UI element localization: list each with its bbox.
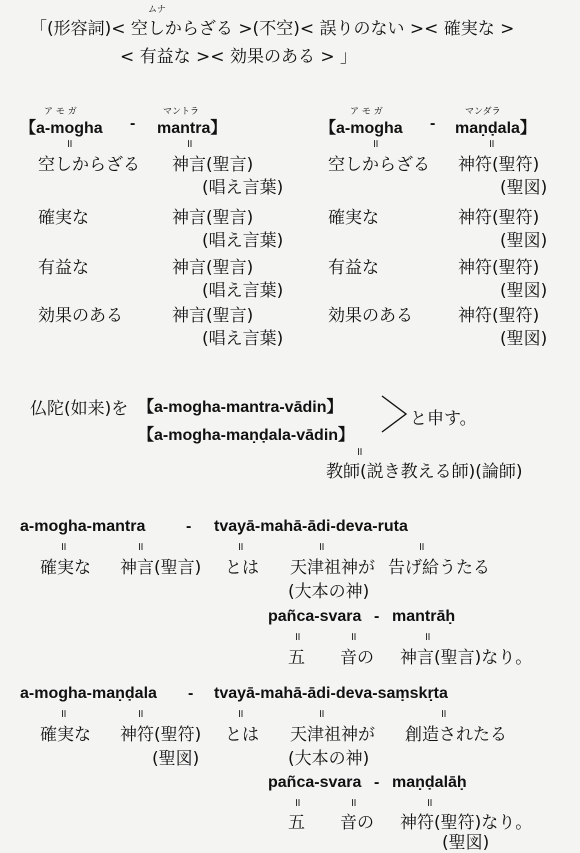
eq-mark: ॥ (137, 707, 144, 720)
left-row-sub: (唱え言葉) (202, 281, 284, 301)
right-term-a: 【a-mogha (320, 120, 403, 137)
right-row-noun: 神符(聖符) (458, 208, 540, 228)
eq-mark: ॥ (237, 707, 244, 720)
header-line-2: < 有益な >< 効果のある > 」 (120, 47, 357, 67)
s1-line2: pañca-svara (268, 608, 362, 625)
brace-icon (380, 394, 410, 436)
eq-mark: ॥ (488, 137, 495, 150)
eq-mark: ॥ (424, 630, 431, 643)
eq-mark: ॥ (186, 137, 193, 150)
left-term-a: 【a-mogha (20, 120, 103, 137)
eq-mark: ॥ (66, 137, 73, 150)
left-row-adj: 有益な (38, 258, 89, 278)
s2-term: a-mogha-maṇḍala (20, 685, 157, 702)
s1-term: a-mogha-mantra (20, 518, 146, 535)
right-row-adj: 空しからざる (328, 155, 430, 175)
eq-mark: ॥ (418, 540, 425, 553)
buddha-gloss: 教師(説き教える師)(論師) (326, 462, 523, 482)
right-term-b: maṇḍala】 (455, 120, 536, 137)
right-row-noun: 神符(聖符) (458, 155, 540, 175)
s1-term: tvayā-mahā-ādi-deva-ruta (214, 518, 408, 535)
s2-gloss: とは (225, 725, 259, 745)
left-row-sub: (唱え言葉) (202, 178, 284, 198)
right-row-noun: 神符(聖符) (458, 306, 540, 326)
s2-gloss: 創造されたる (405, 725, 507, 745)
s2-gloss: 神符(聖符) (120, 725, 202, 745)
s2-gloss: 天津祖神が (290, 725, 375, 745)
header-line-1: 「(形容詞)< 空しからざる >(不空)< 誤りのない >< 確実な > (30, 19, 515, 39)
s2-line2: maṇḍalāḥ (392, 774, 467, 791)
s1-gloss: 確実な (40, 558, 91, 578)
left-row-noun: 神言(聖言) (172, 155, 254, 175)
s2-sub: (聖図) (152, 749, 200, 769)
s1-line2: mantrāḥ (392, 608, 456, 625)
eq-mark: ॥ (318, 540, 325, 553)
left-row-sub: (唱え言葉) (202, 231, 284, 251)
s2-gloss2: 五 (288, 813, 305, 833)
left-term-b: mantra】 (157, 120, 227, 137)
s2-gloss: 確実な (40, 725, 91, 745)
left-row-adj: 効果のある (38, 306, 123, 326)
ruby-muna: ムナ (148, 5, 166, 15)
s2-gloss2: 音の (340, 813, 374, 833)
right-row-sub: (聖図) (500, 178, 548, 198)
right-row-sub: (聖図) (500, 231, 548, 251)
ruby-amoga-right: ア モ ガ (350, 107, 383, 117)
buddha-term-2: 【a-mogha-maṇḍala-vādin】 (138, 427, 355, 444)
s1-gloss2: 神言(聖言)なり。 (400, 648, 533, 668)
s2-gloss2: 神符(聖符)なり。 (400, 813, 533, 833)
eq-mark: ॥ (294, 630, 301, 643)
right-row-noun: 神符(聖符) (458, 258, 540, 278)
eq-mark: ॥ (318, 707, 325, 720)
eq-mark: ॥ (60, 540, 67, 553)
s1-gloss2: 五 (288, 648, 305, 668)
right-term-dash: - (430, 115, 436, 132)
eq-mark: ॥ (350, 796, 357, 809)
eq-mark: ॥ (372, 137, 379, 150)
left-row-adj: 空しからざる (38, 155, 140, 175)
eq-mark: ॥ (137, 540, 144, 553)
eq-mark: ॥ (440, 707, 447, 720)
left-row-adj: 確実な (38, 208, 89, 228)
buddha-term-1: 【a-mogha-mantra-vādin】 (138, 399, 343, 416)
s2-sub: (大本の神) (288, 749, 370, 769)
s2-line2: pañca-svara (268, 774, 362, 791)
eq-mark: ॥ (426, 796, 433, 809)
right-row-adj: 確実な (328, 208, 379, 228)
s2-line2-dash: - (374, 774, 380, 791)
right-row-sub: (聖図) (500, 329, 548, 349)
buddha-prefix: 仏陀(如来)を (30, 399, 129, 419)
ruby-mandara: マンダラ (465, 107, 501, 117)
buddha-suffix: と申す。 (410, 409, 477, 429)
s2-term: tvayā-mahā-ādi-deva-saṃskṛta (214, 685, 448, 702)
right-row-adj: 効果のある (328, 306, 413, 326)
s1-gloss: 告げ給うたる (388, 558, 490, 578)
eq-mark: ॥ (350, 630, 357, 643)
s1-gloss2: 音の (340, 648, 374, 668)
s2-dash: - (188, 685, 194, 702)
left-term-dash: - (130, 115, 136, 132)
s1-line2-dash: - (374, 608, 380, 625)
right-row-sub: (聖図) (500, 281, 548, 301)
s1-sub: (大本の神) (288, 582, 370, 602)
ruby-mantra: マントラ (163, 107, 200, 117)
left-row-noun: 神言(聖言) (172, 208, 254, 228)
s1-gloss: 天津祖神が (290, 558, 375, 578)
eq-mark: ॥ (356, 445, 363, 458)
s1-dash: - (186, 518, 192, 535)
eq-mark: ॥ (60, 707, 67, 720)
ruby-amoga-left: ア モ ガ (44, 107, 77, 117)
right-row-adj: 有益な (328, 258, 379, 278)
left-row-noun: 神言(聖言) (172, 258, 254, 278)
eq-mark: ॥ (237, 540, 244, 553)
left-row-sub: (唱え言葉) (202, 329, 284, 349)
eq-mark: ॥ (294, 796, 301, 809)
s1-gloss: とは (225, 558, 259, 578)
left-row-noun: 神言(聖言) (172, 306, 254, 326)
s2-sub: (聖図) (442, 833, 490, 853)
s1-gloss: 神言(聖言) (120, 558, 202, 578)
